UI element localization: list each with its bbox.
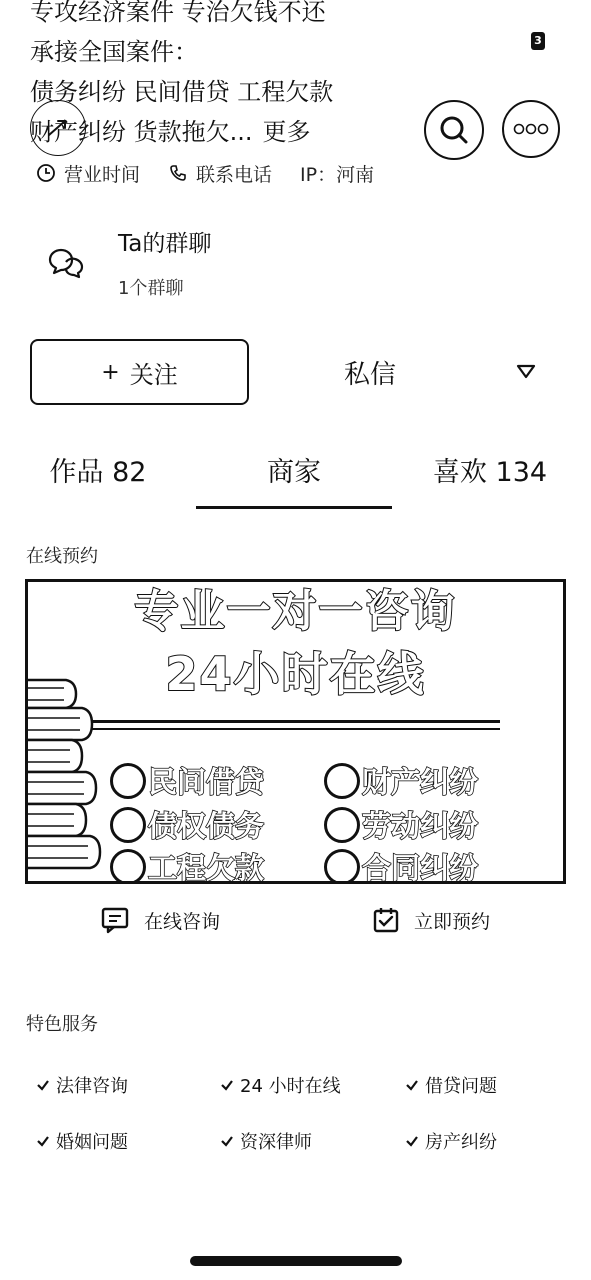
bio-line-2: 承接全国案件： bbox=[30, 38, 198, 66]
feature-label: 借贷问题 bbox=[425, 1076, 497, 1097]
banner-item bbox=[324, 804, 478, 845]
banner-subheadline: 24小时在线 bbox=[165, 647, 426, 701]
message-button[interactable] bbox=[300, 339, 440, 405]
circle-bullet-icon bbox=[110, 849, 146, 885]
message-label: 私信 bbox=[343, 359, 396, 390]
share-button[interactable] bbox=[30, 100, 86, 156]
clock-icon bbox=[36, 163, 56, 183]
follow-button[interactable] bbox=[30, 339, 249, 405]
business-hours[interactable] bbox=[36, 160, 140, 187]
book-now-label: 立即预约 bbox=[414, 910, 491, 933]
circle-bullet-icon bbox=[324, 763, 360, 799]
profile-tabs bbox=[0, 440, 591, 510]
booking-banner[interactable] bbox=[25, 579, 566, 884]
active-tab-indicator bbox=[196, 506, 392, 509]
feature-item bbox=[36, 1126, 128, 1156]
profile-bio bbox=[30, 0, 570, 152]
banner-item-label: 合同纠纷 bbox=[362, 851, 479, 884]
banner-item bbox=[110, 846, 264, 884]
phone-icon bbox=[168, 163, 188, 183]
bio-more-link[interactable]: 更多 bbox=[262, 118, 311, 146]
group-chat-title: Ta的群聊 bbox=[118, 231, 212, 257]
business-hours-label: 营业时间 bbox=[64, 163, 141, 186]
banner-item bbox=[324, 760, 478, 801]
banner-item bbox=[324, 846, 478, 884]
features-section-title: 特色服务 bbox=[26, 1014, 98, 1035]
check-icon bbox=[36, 1078, 50, 1092]
calendar-check-icon bbox=[372, 906, 400, 934]
check-icon bbox=[220, 1078, 234, 1092]
banner-item-label: 财产纠纷 bbox=[362, 765, 479, 799]
tab-works[interactable]: 作品 82 bbox=[49, 457, 147, 488]
ip-location bbox=[300, 160, 374, 187]
group-chat-icon bbox=[46, 246, 86, 282]
banner-headline: 专业一对一咨询 bbox=[134, 586, 457, 637]
more-options-button[interactable] bbox=[502, 100, 560, 158]
group-chat-entry[interactable] bbox=[40, 228, 560, 308]
group-chat-count: 1个群聊 bbox=[118, 278, 184, 299]
more-dots-icon bbox=[513, 123, 549, 135]
banner-item-label: 劳动纠纷 bbox=[362, 809, 479, 843]
bio-line-1: 专攻经济案件 专治欠钱不还 bbox=[30, 0, 326, 26]
contact-phone[interactable] bbox=[168, 160, 272, 187]
feature-label: 房产纠纷 bbox=[425, 1132, 497, 1153]
feature-item bbox=[220, 1126, 312, 1156]
check-icon bbox=[405, 1078, 419, 1092]
circle-bullet-icon bbox=[324, 807, 360, 843]
banner-item bbox=[110, 760, 264, 801]
caret-down-icon[interactable] bbox=[515, 362, 537, 380]
banner-item-label: 工程欠款 bbox=[148, 851, 265, 884]
booking-section-title: 在线预约 bbox=[26, 546, 98, 567]
home-indicator[interactable] bbox=[190, 1256, 402, 1266]
feature-item bbox=[405, 1070, 497, 1100]
ip-location-label: IP：河南 bbox=[300, 163, 375, 186]
circle-bullet-icon bbox=[110, 763, 146, 799]
feature-item bbox=[405, 1126, 497, 1156]
profile-meta-row bbox=[36, 158, 402, 188]
feature-label: 资深律师 bbox=[240, 1132, 312, 1153]
follow-plus-icon: + bbox=[101, 359, 120, 385]
bio-badge: 3 bbox=[531, 32, 545, 50]
bio-line-3: 债务纠纷 民间借贷 工程欠款 bbox=[30, 78, 334, 106]
feature-label: 婚姻问题 bbox=[56, 1132, 128, 1153]
feature-label: 24 小时在线 bbox=[240, 1076, 341, 1097]
contact-phone-label: 联系电话 bbox=[196, 163, 273, 186]
search-button[interactable] bbox=[424, 100, 484, 160]
book-now-button[interactable] bbox=[372, 902, 490, 938]
check-icon bbox=[36, 1134, 50, 1148]
feature-label: 法律咨询 bbox=[56, 1076, 128, 1097]
banner-item-label: 债权债务 bbox=[148, 809, 265, 843]
tab-shop[interactable]: 商家 bbox=[267, 457, 321, 488]
tab-likes[interactable]: 喜欢 134 bbox=[432, 457, 548, 488]
check-icon bbox=[220, 1134, 234, 1148]
banner-divider bbox=[92, 720, 500, 730]
share-icon bbox=[43, 113, 73, 143]
circle-bullet-icon bbox=[110, 807, 146, 843]
consult-chat-icon bbox=[100, 906, 130, 934]
online-consult-label: 在线咨询 bbox=[144, 910, 221, 933]
follow-label: 关注 bbox=[129, 360, 178, 389]
search-icon bbox=[437, 113, 471, 147]
bio-line-4-text: 财产纠纷 货款拖欠... bbox=[30, 118, 253, 146]
online-consult-button[interactable] bbox=[100, 902, 220, 938]
banner-item bbox=[110, 804, 264, 845]
feature-item bbox=[220, 1070, 341, 1100]
circle-bullet-icon bbox=[324, 849, 360, 885]
feature-item bbox=[36, 1070, 128, 1100]
bio-line-4 bbox=[30, 112, 570, 152]
check-icon bbox=[405, 1134, 419, 1148]
banner-item-label: 民间借贷 bbox=[148, 765, 265, 799]
